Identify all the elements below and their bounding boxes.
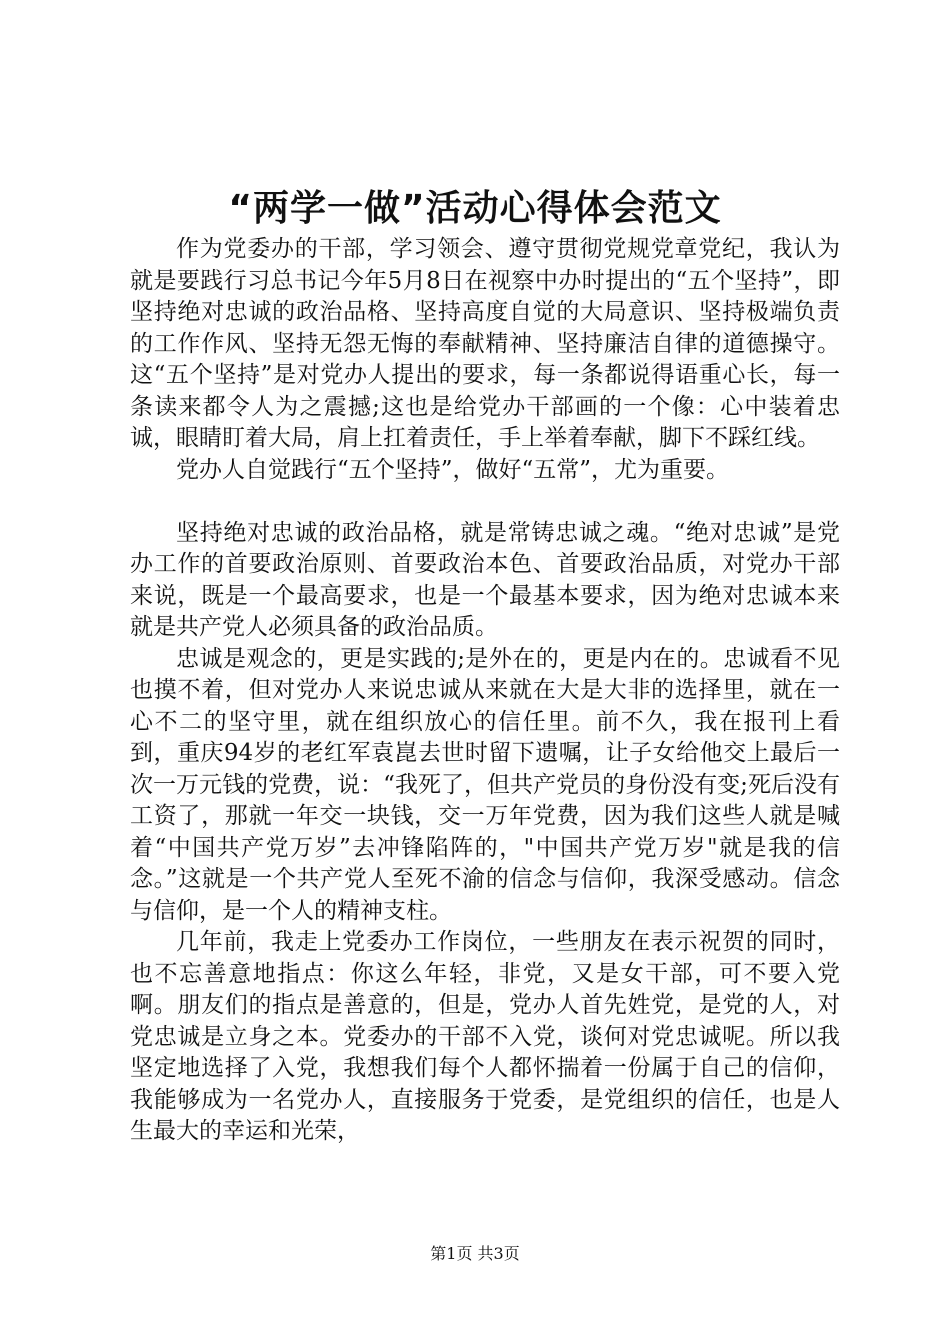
paragraph: 党办人自觉践行“五个坚持”，做好“五常”，尤为重要。 (176, 456, 730, 483)
paragraph: 几年前，我走上党委办工作岗位，一些朋友在表示祝贺的同时，也不忘善意地指点：你这么年轻，非党，又是女干部，可不要入党啊。朋友们的指点是善意的，但是，党办人首先姓党，是党的人，对党忠诚是立身之本。党委办的干部不入党，谈何对党忠诚呢。所以我坚定地选择了入党，我想我们每个人都怀揣着一份属于自己的信仰，我能够成为一名党办人，直接服务于党委，是党组织的信任，也是人生最大的幸运和光荣， (130, 929, 840, 1144)
page-number-footer: 第1页 共3页 (430, 1244, 520, 1263)
document-title: “两学一做”活动心得体会范文 (228, 188, 722, 229)
paragraph: 忠诚是观念的，更是实践的;是外在的，更是内在的。忠诚看不见也摸不着，但对党办人来说忠诚从来就在大是大非的选择里，就在一心不二的坚守里，就在组织放心的信任里。前不久，我在报刊上看到，重庆94岁的老红军袁崑去世时留下遗嘱，让子女给他交上最后一次一万元钱的党费，说：“我死了，但共产党员的身份没有变;死后没有工资了，那就一年交一块钱，交一万年党费，因为我们这些人就是喊着“中国共产党万岁”去冲锋陷阵的，"中国共产党万岁"就是我的信念。”这就是一个共产党人至死不渝的信念与信仰，我深受感动。信念与信仰，是一个人的精神支柱。 (130, 645, 840, 924)
paragraph: 作为党委办的干部，学习领会、遵守贯彻党规党章党纪，我认为就是要践行习总书记今年5月8日在视察中办时提出的“五个坚持”，即坚持绝对忠诚的政治品格、坚持高度自觉的大局意识、坚持极端负责的工作作风、坚持无怨无悔的奉献精神、坚持廉洁自律的道德操守。这“五个坚持”是对党办人提出的要求，每一条都说得语重心长，每一条读来都令人为之震撼;这也是给党办干部画的一个像：心中装着忠诚，眼睛盯着大局，肩上扛着责任，手上举着奉献，脚下不踩红线。 (130, 236, 840, 451)
paragraph: 坚持绝对忠诚的政治品格，就是常铸忠诚之魂。“绝对忠诚”是党办工作的首要政治原则、首要政治本色、首要政治品质，对党办干部来说，既是一个最高要求，也是一个最基本要求，因为绝对忠诚本来就是共产党人必须具备的政治品质。 (130, 519, 840, 640)
document-body (130, 234, 840, 1148)
